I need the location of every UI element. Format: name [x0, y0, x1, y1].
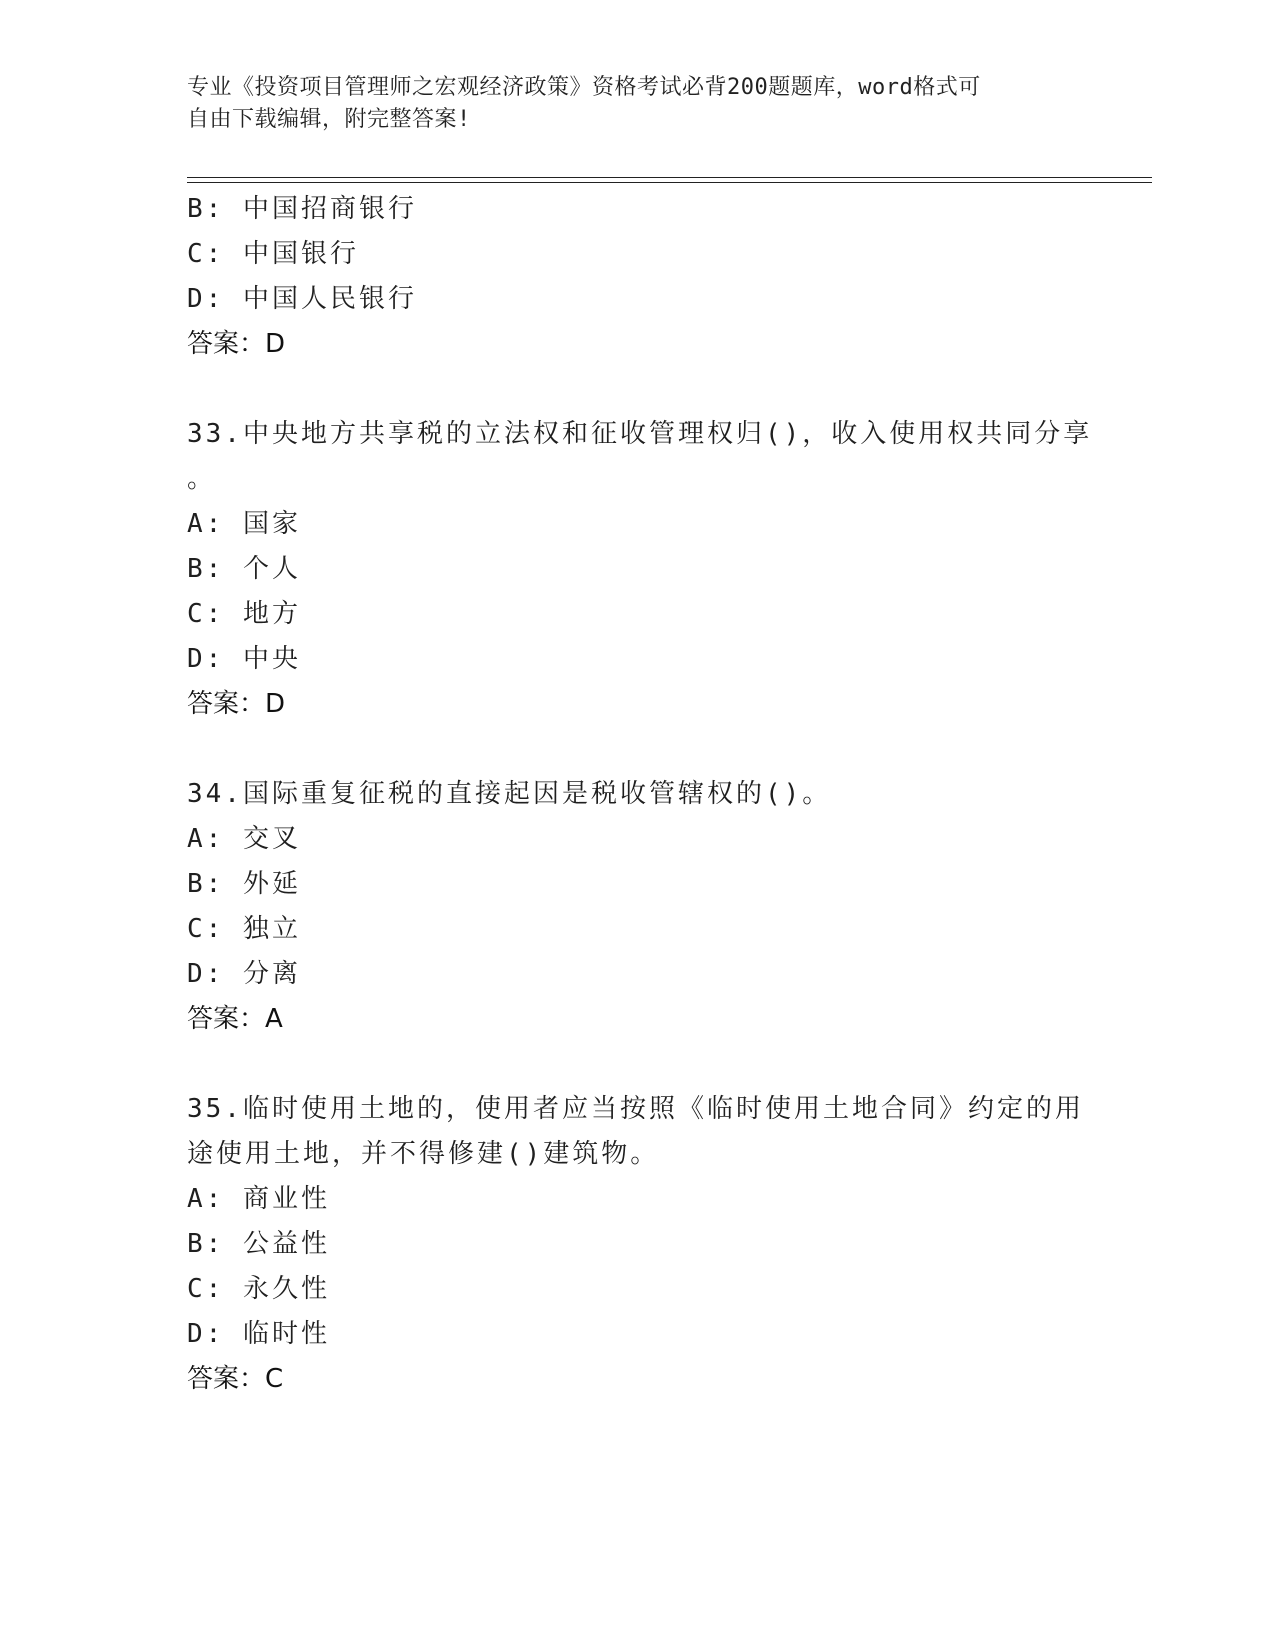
q35-stem-line-2: 途使用土地，并不得修建()建筑物。 [187, 1139, 660, 1169]
q32-option-c: C: 中国银行 [187, 239, 359, 269]
q33-option-c: C: 地方 [187, 599, 301, 629]
q35-option-b: B: 公益性 [187, 1229, 330, 1259]
q35-option-c: C: 永久性 [187, 1274, 330, 1304]
q33-stem-line-2: 。 [187, 464, 217, 494]
q34-option-b: B: 外延 [187, 869, 301, 899]
q32-option-d: D: 中国人民银行 [187, 284, 417, 314]
q33-option-d: D: 中央 [187, 644, 301, 674]
document-header [187, 72, 1087, 136]
header-divider [187, 177, 1152, 183]
q33-option-b: B: 个人 [187, 554, 301, 584]
q35-stem-line-1: 35.临时使用土地的，使用者应当按照《临时使用土地合同》约定的用 [187, 1094, 1084, 1124]
q34-option-c: C: 独立 [187, 914, 301, 944]
q32-option-b: B: 中国招商银行 [187, 194, 417, 224]
q35-answer: 答案：C [187, 1364, 284, 1394]
q34-answer: 答案：A [187, 1004, 283, 1034]
q35-option-a: A: 商业性 [187, 1184, 330, 1214]
header-line-1: 专业《投资项目管理师之宏观经济政策》资格考试必背200题题库，word格式可 [187, 75, 981, 100]
q33-answer: 答案：D [187, 689, 286, 719]
q33-option-a: A: 国家 [187, 509, 301, 539]
q35-option-d: D: 临时性 [187, 1319, 330, 1349]
q34-stem-line-1: 34.国际重复征税的直接起因是税收管辖权的()。 [187, 779, 832, 809]
q34-option-a: A: 交叉 [187, 824, 301, 854]
header-line-2: 自由下载编辑，附完整答案! [187, 107, 471, 132]
q33-stem-line-1: 33.中央地方共享税的立法权和征收管理权归()，收入使用权共同分享 [187, 419, 1093, 449]
q32-answer: 答案：D [187, 329, 286, 359]
q34-option-d: D: 分离 [187, 959, 301, 989]
